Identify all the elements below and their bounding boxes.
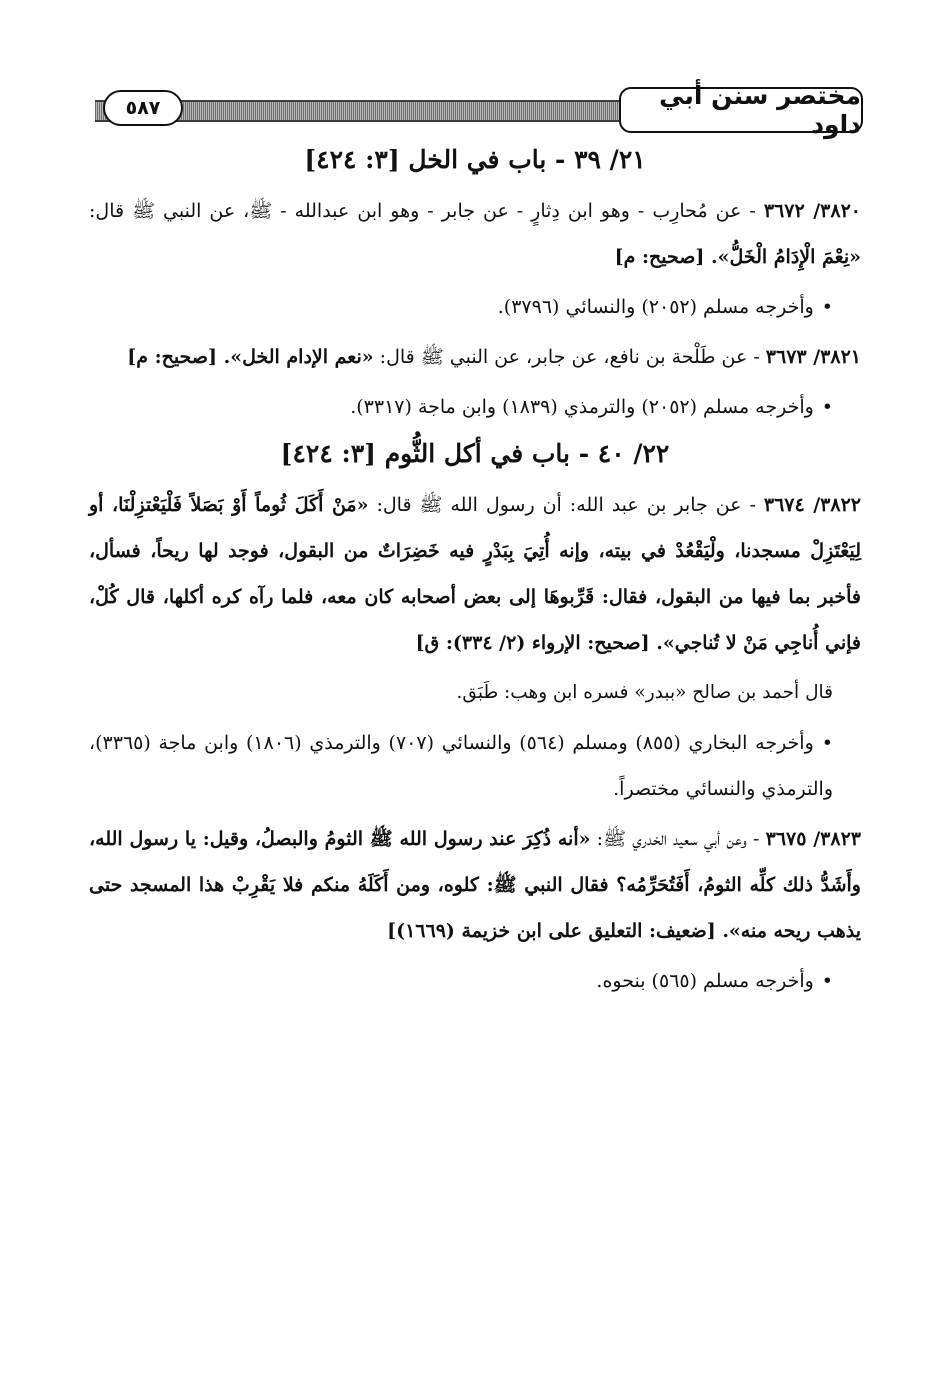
hadith-chain: - عن جابر بن عبد الله: أن رسول الله ﷺ قال: <box>368 494 764 516</box>
hadith-3821 <box>89 334 861 380</box>
book-title: مختصر سنن أبي داود <box>619 87 863 133</box>
hadith-matn: «أنه ذُكِرَ عند رسول الله ﷺ الثومُ والبصلُ، وقيل: يا رسول الله، وأَشَدُّ ذلك كلِّه الثومُ، أَفَتُحَرِّمُه؟ فقال النبي ﷺ: كلوه، ومن أَكَلَهُ منكم فلا يَقْرِبْ هذا المسجد حتى يذهب ريحه منه». [ضعيف: التعليق على ابن خزيمة (١٦٦٩)] <box>89 828 861 942</box>
takhrij-text: وأخرجه البخاري (٨٥٥) ومسلم (٥٦٤) والنسائي (٧٠٧) والترمذي (١٨٠٦) وابن ماجة (٣٣٦٥)، والترمذي والنسائي مختصراً. <box>89 732 833 800</box>
hadith-number: ٣٨٢٢/ ٣٦٧٤ <box>763 494 861 516</box>
hadith-matn: «نعم الإدام الخل». [صحيح: م] <box>127 346 374 368</box>
note-3822: قال أحمد بن صالح «ببدر» فسره ابن وهب: طَبَق. <box>456 682 833 703</box>
hadith-3823 <box>89 816 861 954</box>
hadith-number: ٣٨٢١/ ٣٦٧٣ <box>765 346 861 368</box>
page-body <box>89 140 861 1008</box>
takhrij-3820 <box>89 284 861 330</box>
bullet-icon: • <box>821 396 833 418</box>
takhrij-text: وأخرجه مسلم (٢٠٥٢) والترمذي (١٨٣٩) وابن ماجة (٣٣١٧). <box>350 396 814 418</box>
page-number: ٥٨٧ <box>103 90 183 126</box>
hadith-chain: - عن مُحارِب - وهو ابن دِثارٍ - عن جابر - وهو ابن عبدالله - ﷺ، عن النبي ﷺ قال: <box>89 200 764 222</box>
takhrij-text: وأخرجه مسلم (٢٠٥٢) والنسائي (٣٧٩٦). <box>497 296 814 318</box>
hadith-matn: «مَنْ أَكَلَ ثُوماً أَوْ بَصَلاً فَلْيَعْتزِلْنَا، أو لِيَعْتَزِلْ مسجدنا، ولْيَقْعُدْ في بيته، وإنه أُتِيَ بِبَدْرٍ فيه خَضِرَاتٌ من البقول، فوجد لها ريحاً، فسأل، فأخبر بما فيها من البقول، فقال: قَرِّبوهَا إلى بعض أصحابه كان معه، فلما رآه كره أكلها، قال كُلْ، فإني أُناجِي مَنْ لا تُناجي». [صحيح: الإرواء (٢/ ٣٣٤): ق] <box>89 494 861 654</box>
takhrij-3823 <box>89 958 861 1004</box>
hadith-3820 <box>89 188 861 280</box>
chapter-heading-40: ٢٢/ ٤٠ - باب في أكل الثُّوم [٣: ٤٢٤] <box>280 439 670 468</box>
takhrij-text: وأخرجه مسلم (٥٦٥) بنحوه. <box>596 970 814 992</box>
bullet-icon: • <box>821 970 833 992</box>
hadith-number: ٣٨٢٣/ ٣٦٧٥ <box>765 828 861 850</box>
takhrij-3822 <box>89 720 861 812</box>
takhrij-3821 <box>89 384 861 430</box>
bullet-icon: • <box>821 296 833 318</box>
hadith-number: ٣٨٢٠/ ٣٦٧٢ <box>763 200 861 222</box>
chapter-heading-39: ٢١/ ٣٩ - باب في الخل [٣: ٤٢٤] <box>304 145 646 174</box>
hadith-chain: - وعن أبي سعيد الخدري ﷺ: <box>590 828 766 850</box>
page-header <box>95 81 863 139</box>
hadith-3822 <box>89 482 861 666</box>
hadith-chain: - عن طَلْحة بن نافع، عن جابر، عن النبي ﷺ قال: <box>373 346 766 368</box>
hadith-matn: «نِعْمَ الْإِدَامُ الْخَلُّ». [صحيح: م] <box>614 246 861 268</box>
bullet-icon: • <box>821 732 833 754</box>
